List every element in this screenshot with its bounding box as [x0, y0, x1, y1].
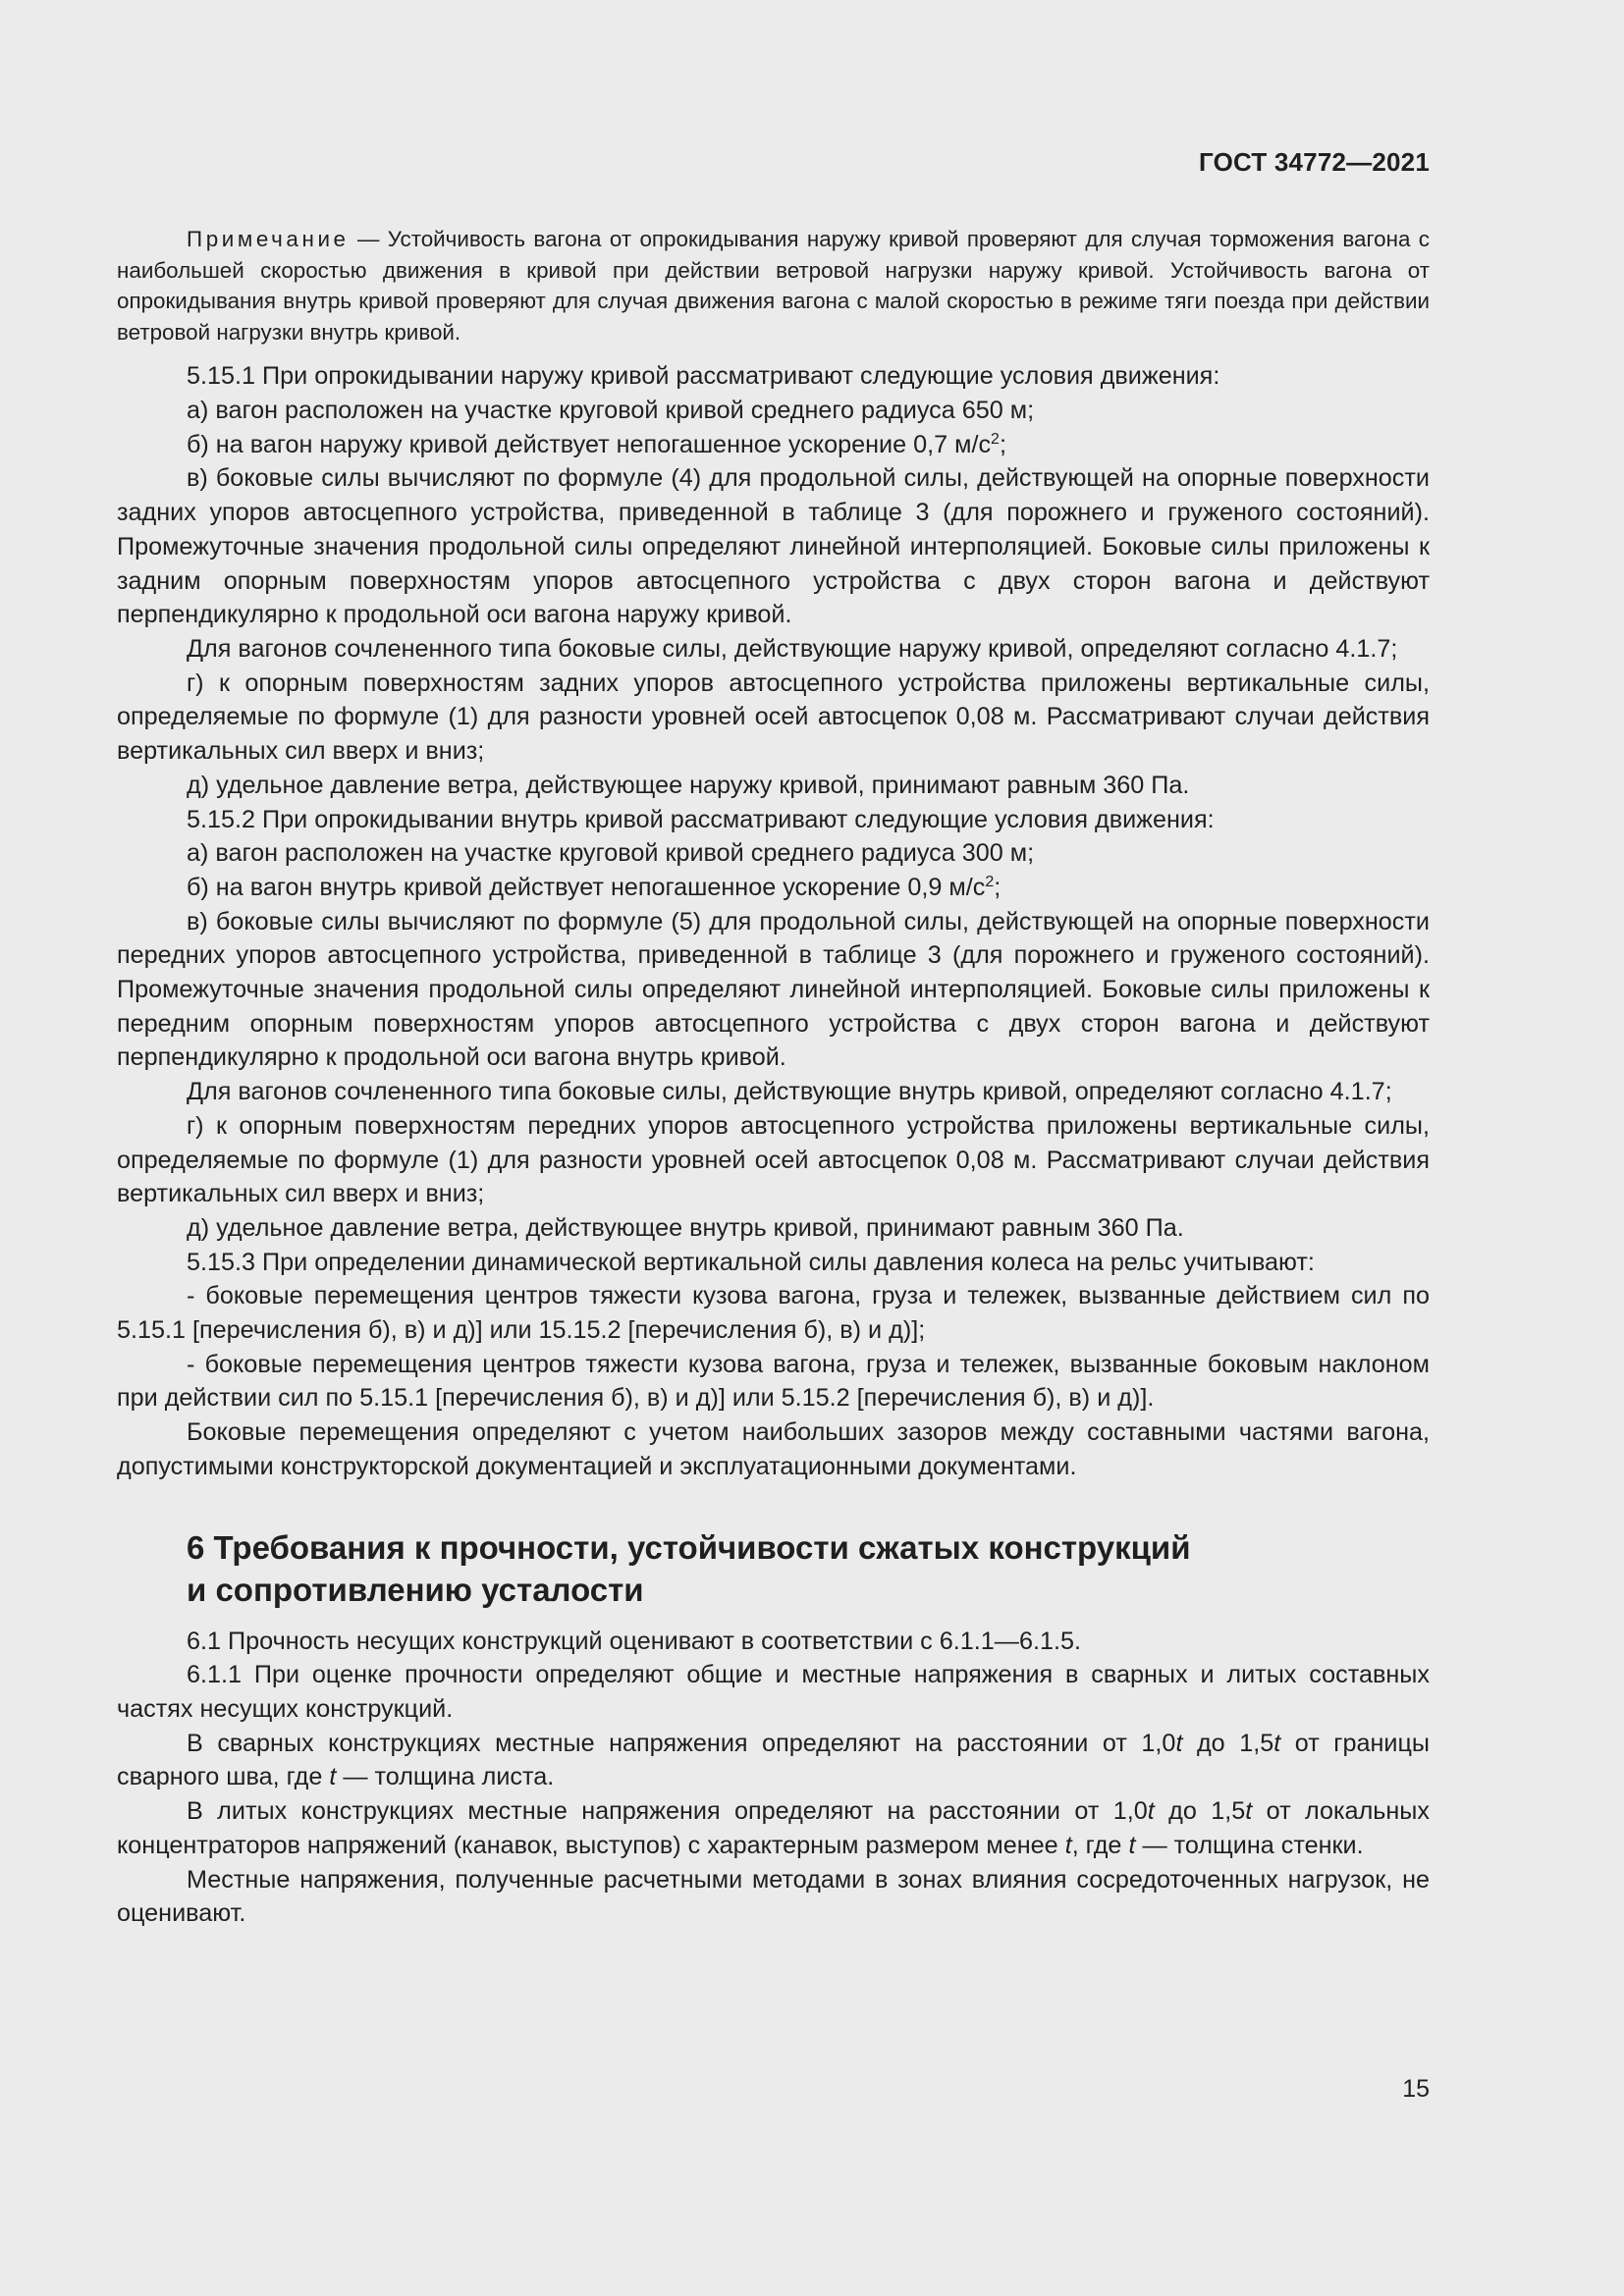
thickness-symbol: t — [1273, 1729, 1281, 1757]
standard-header: ГОСТ 34772—2021 — [1199, 147, 1430, 177]
clause-5-15-1-item-v: в) боковые силы вычисляют по формуле (4) для продольной силы, действующей на опорные поверхности задних упоров автосцепного устройства, приведенной в таблице 3 (для порожнего и груженого состояний). Промежуточные значения продольной силы определяют линейной интерполяцией. Боковые силы приложены к задним опорным поверхностям упоров автосцепного устройства с двух сторон вагона и действуют перпендикулярно к продольной оси вагона наружу кривой. — [117, 464, 1430, 629]
clause-5-15-1-item-d: д) удельное давление ветра, действующее наружу кривой, принимают равным 360 Па. — [187, 771, 1190, 799]
clause-5-15-1-item-b — [117, 428, 1430, 462]
text-segment: — толщина листа. — [336, 1763, 555, 1791]
clause-5-15-2-title: 5.15.2 При опрокидывании внутрь кривой рассматривают следующие условия движения: — [187, 805, 1215, 833]
page-number: 15 — [1402, 2075, 1430, 2103]
text-segment: В литых конструкциях местные напряжения определяют на расстоянии от 1,0 — [187, 1797, 1148, 1826]
clause-5-15-1-articulated: Для вагонов сочлененного типа боковые силы, действующие наружу кривой, определяют согласно 4.1.7; — [187, 635, 1398, 663]
thickness-symbol: t — [1245, 1797, 1253, 1826]
local-stresses-paragraph: Местные напряжения, полученные расчетными методами в зонах влияния сосредоточенных нагрузок, не оценивают. — [117, 1865, 1430, 1928]
welded-structures-paragraph — [117, 1727, 1430, 1794]
item-b-end: ; — [999, 430, 1006, 458]
section-6-heading-line-2: и сопротивлению усталости — [187, 1571, 644, 1608]
text-segment: до 1,5 — [1154, 1797, 1246, 1826]
clause-5-15-2-item-d: д) удельное давление ветра, действующее внутрь кривой, принимают равным 360 Па. — [187, 1213, 1184, 1242]
section-6-heading — [187, 1526, 1430, 1611]
text-segment: от локальных концентраторов напряжений (канавок, выступов) с характерным размером менее — [117, 1797, 1430, 1859]
clause-6-1-1: 6.1.1 При оценке прочности определяют общие и местные напряжения в сварных и литых составных частях несущих конструкций. — [117, 1661, 1430, 1723]
note-paragraph — [117, 224, 1430, 347]
thickness-symbol: t — [1064, 1831, 1072, 1859]
cast-structures-paragraph — [117, 1794, 1430, 1862]
item-b-end: ; — [994, 873, 1001, 901]
thickness-symbol: t — [1128, 1831, 1136, 1859]
clause-5-15-2-item-a: а) вагон расположен на участке круговой кривой среднего радиуса 300 м; — [187, 839, 1035, 868]
text-segment: от границы сварного шва, где — [117, 1729, 1430, 1791]
clause-5-15-1-item-g: г) к опорным поверхностям задних упоров автосцепного устройства приложены вертикальные силы, определяемые по формуле (1) для разности уровней осей автосцепок 0,08 м. Рассматривают случаи действия вертикальных сил вверх и вниз; — [117, 668, 1430, 766]
clause-5-15-1-title: 5.15.1 При опрокидывании наружу кривой рассматривают следующие условия движения: — [187, 362, 1220, 391]
clause-5-15-3-item-2: - боковые перемещения центров тяжести кузова вагона, груза и тележек, вызванные боковым наклоном при действии сил по 5.15.1 [перечисления б), в) и д)] или 5.15.2 [перечисления б), в) и д)]. — [117, 1350, 1430, 1413]
text-segment: , где — [1071, 1831, 1129, 1859]
item-b-text: б) на вагон наружу кривой действует непогашенное ускорение 0,7 м/с — [187, 430, 992, 458]
thickness-symbol: t — [329, 1763, 337, 1791]
clause-5-15-1-item-a: а) вагон расположен на участке круговой кривой среднего радиуса 650 м; — [187, 397, 1035, 425]
exponent: 2 — [991, 430, 1000, 448]
thickness-symbol: t — [1175, 1729, 1183, 1757]
clause-5-15-3-item-1: - боковые перемещения центров тяжести кузова вагона, груза и тележек, вызванные действием сил по 5.15.1 [перечисления б), в) и д)] или 15.15.2 [перечисления б), в) и д)]; — [117, 1282, 1430, 1345]
clause-5-15-2-item-b — [117, 871, 1430, 905]
item-b-text: б) на вагон внутрь кривой действует непогашенное ускорение 0,9 м/с — [187, 873, 986, 901]
clause-5-15-2-articulated: Для вагонов сочлененного типа боковые силы, действующие внутрь кривой, определяют согласно 4.1.7; — [187, 1078, 1392, 1106]
clause-5-15-3-conclusion: Боковые перемещения определяют с учетом наибольших зазоров между составными частями вагона, допустимыми конструкторской документацией и эксплуатационными документами. — [117, 1418, 1430, 1480]
note-text: — Устойчивость вагона от опрокидывания наружу кривой проверяют для случая торможения вагона с наибольшей скоростью движения в кривой при действии ветровой нагрузки наружу кривой. Устойчивость вагона от опрокидывания внутрь кривой проверяют для случая движения вагона с малой скоростью в режиме тяги поезда при действии ветровой нагрузки внутрь кривой. — [117, 227, 1430, 345]
clause-5-15-2-item-g: г) к опорным поверхностям передних упоров автосцепного устройства приложены вертикальные силы, определяемые по формуле (1) для разности уровней осей автосцепок 0,08 м. Рассматривают случаи действия вертикальных сил вверх и вниз; — [117, 1111, 1430, 1208]
text-segment: — толщина стенки. — [1135, 1831, 1364, 1859]
clause-5-15-2-item-v: в) боковые силы вычисляют по формуле (5) для продольной силы, действующей на опорные поверхности передних упоров автосцепного устройства, приведенной в таблице 3 (для порожнего и груженого состояний). Промежуточные значения продольной силы определяют линейной интерполяцией. Боковые силы приложены к передним опорным поверхностям упоров автосцепного устройства с двух сторон вагона и действуют перпендикулярно к продольной оси вагона внутрь кривой. — [117, 907, 1430, 1072]
text-segment: до 1,5 — [1182, 1729, 1274, 1757]
exponent: 2 — [985, 873, 995, 890]
note-label: Примечание — [187, 227, 350, 251]
clause-5-15-3-title: 5.15.3 При определении динамической вертикальной силы давления колеса на рельс учитывают: — [187, 1248, 1315, 1276]
thickness-symbol: t — [1147, 1797, 1155, 1826]
text-segment: В сварных конструкциях местные напряжения определяют на расстоянии от 1,0 — [187, 1729, 1176, 1757]
section-6-heading-line-1: 6 Требования к прочности, устойчивости сжатых конструкций — [187, 1528, 1191, 1566]
page-content — [117, 224, 1430, 1931]
clause-6-1: 6.1 Прочность несущих конструкций оценивают в соответствии с 6.1.1—6.1.5. — [187, 1627, 1081, 1655]
